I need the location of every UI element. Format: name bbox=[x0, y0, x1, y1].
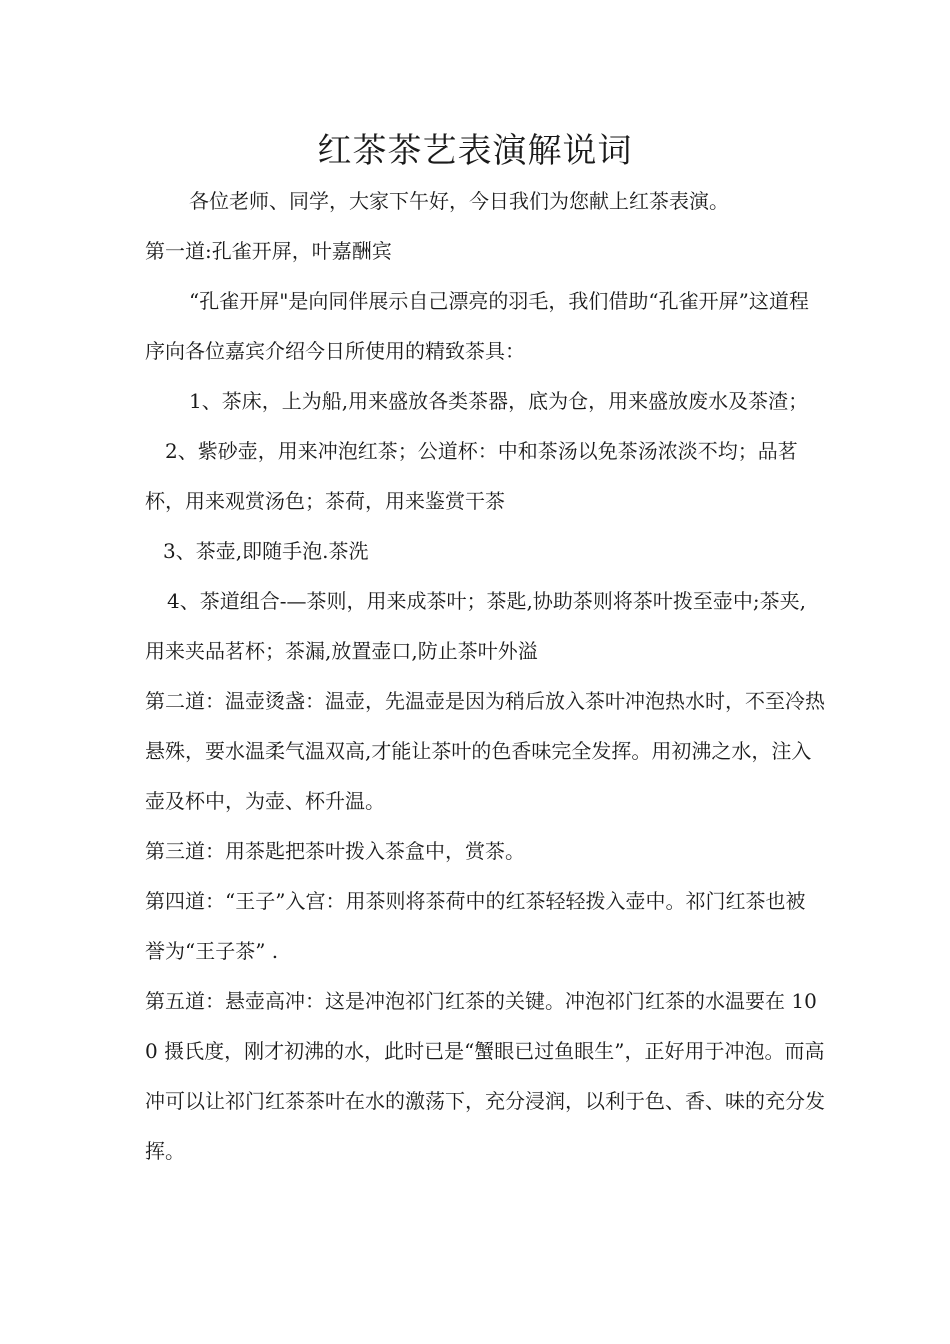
paragraph-tool-2: 2、紫砂壶，用来冲泡红茶；公道杯：中和茶汤以免茶汤浓淡不均；品茗杯，用来观赏汤色；茶荷，用来鉴赏干茶 bbox=[145, 439, 798, 513]
paragraph-tool-4: 4、茶道组合-—茶则，用来成茶叶；茶匙,协助茶则将茶叶拨至壶中;茶夹,用来夹品茗杯；茶漏,放置壶口,防止茶叶外溢 bbox=[145, 589, 806, 663]
document-title: 红茶茶艺表演解说词 bbox=[317, 131, 633, 171]
paragraph-greeting: 各位老师、同学，大家下午好，今日我们为您献上红茶表演。 bbox=[189, 189, 729, 213]
paragraph-step-3: 第三道：用茶匙把茶叶拨入茶盒中，赏茶。 bbox=[145, 839, 525, 863]
paragraph-tool-3: 3、茶壶,即随手泡.茶洗 bbox=[163, 539, 369, 563]
paragraph-step-2: 第二道：温壶烫盏：温壶，先温壶是因为稍后放入茶叶冲泡热水时，不至冷热悬殊，要水温柔气温双高,才能让茶叶的色香味完全发挥。用初沸之水，注入壶及杯中，为壶、杯升温。 bbox=[145, 689, 825, 813]
paragraph-step-4: 第四道：“王子”入宫：用茶则将茶荷中的红茶轻轻拨入壶中。祁门红茶也被誉为“王子茶” . bbox=[145, 889, 806, 963]
paragraph-step-1-heading: 第一道:孔雀开屏，叶嘉酬宾 bbox=[145, 239, 392, 263]
paragraph-step-5: 第五道：悬壶高冲：这是冲泡祁门红茶的关键。冲泡祁门红茶的水温要在 100 摄氏度，刚才初沸的水，此时已是“蟹眼已过鱼眼生”，正好用于冲泡。而高冲可以让祁门红茶茶叶在水的激荡下，充分浸润，以利于色、香、味的充分发挥。 bbox=[145, 989, 825, 1163]
paragraph-step-1-intro: “孔雀开屏"是向同伴展示自己漂亮的羽毛，我们借助“孔雀开屏”这道程序向各位嘉宾介绍今日所使用的精致茶具： bbox=[145, 289, 809, 363]
document-body bbox=[145, 176, 825, 1176]
paragraph-tool-1: 1、茶床，上为船,用来盛放各类茶器，底为仓，用来盛放废水及茶渣； bbox=[189, 389, 809, 413]
